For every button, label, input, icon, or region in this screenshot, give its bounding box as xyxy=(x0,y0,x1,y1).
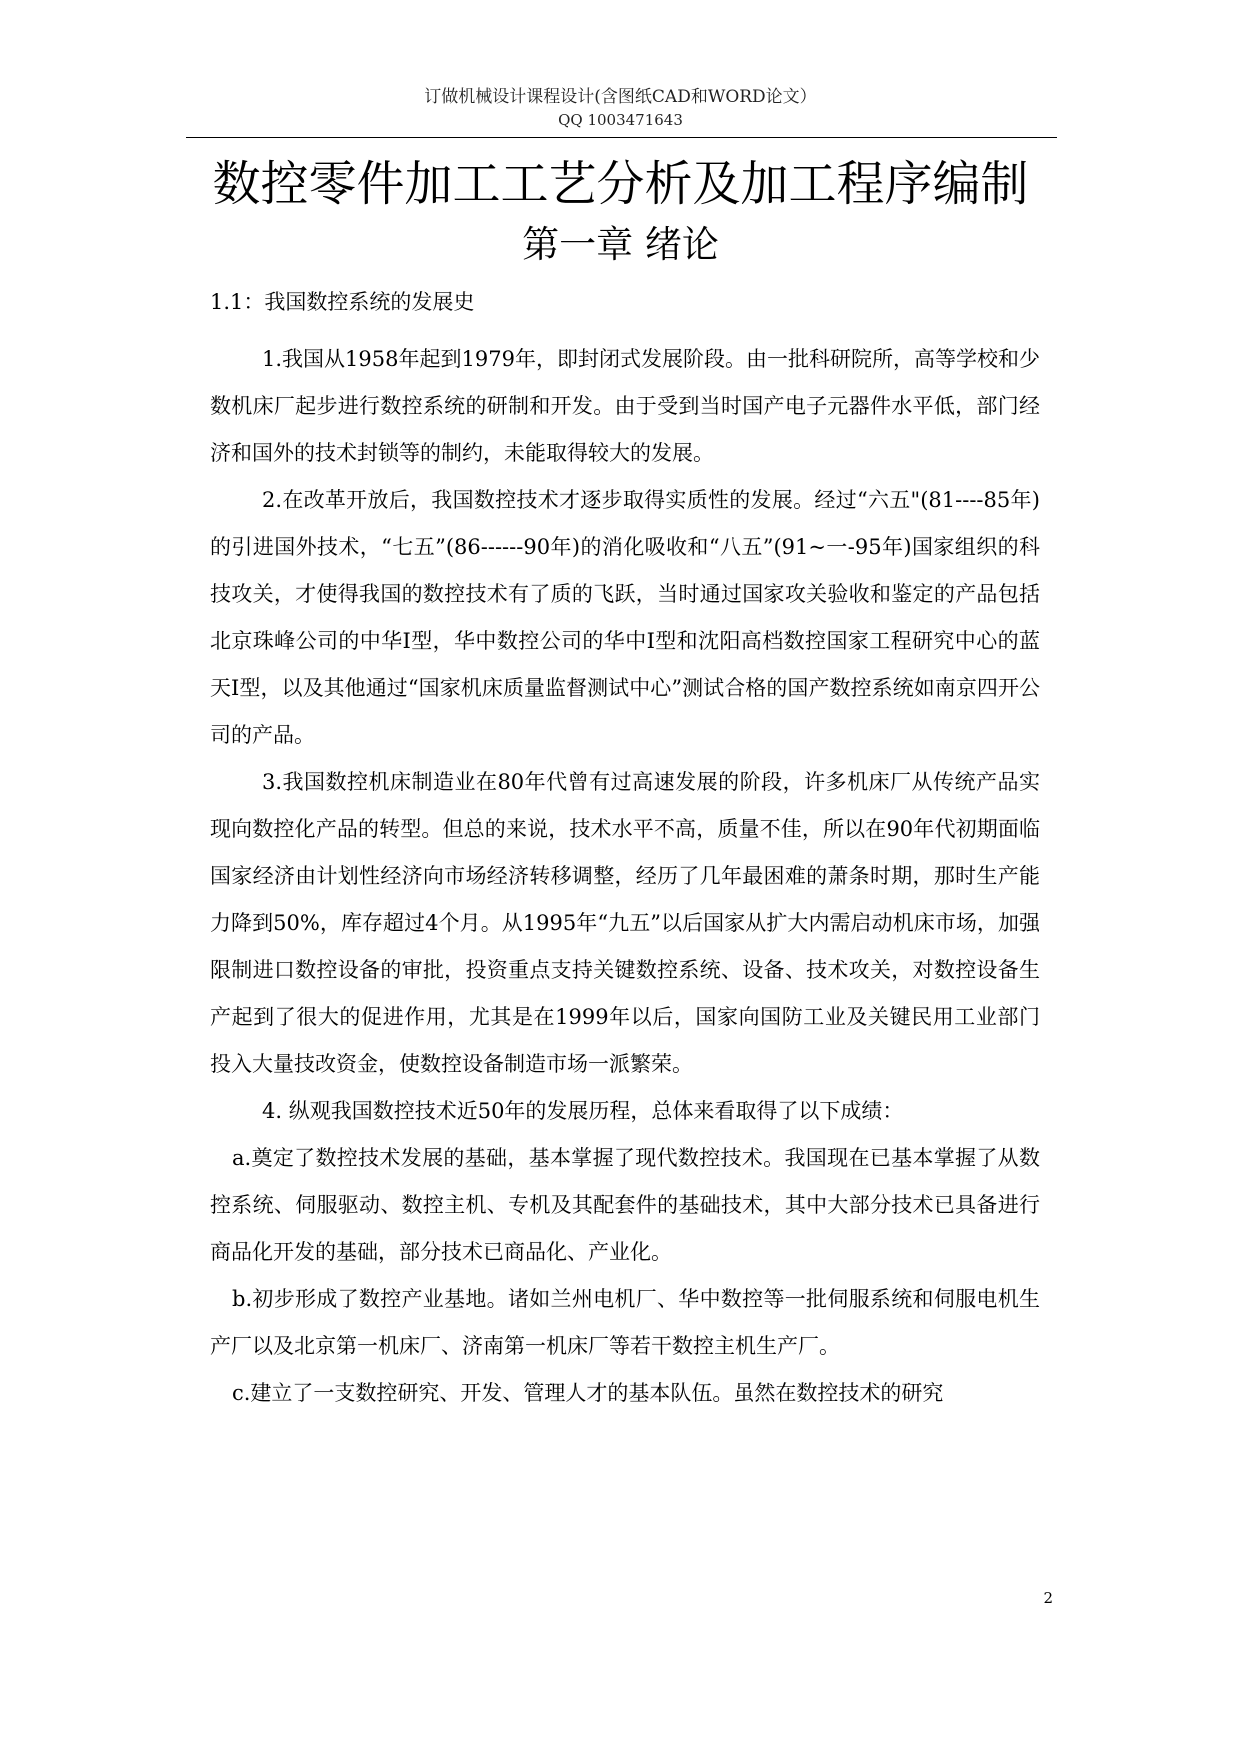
paragraph-1: 1.我国从1958年起到1979年，即封闭式发展阶段。由一批科研院所，高等学校和少数机床厂起步进行数控系统的研制和开发。由于受到当时国产电子元器件水平低，部门经济和国外的技术封锁等的制约，未能取得较大的发展。 xyxy=(210,347,1040,465)
document-title: 数控零件加工工艺分析及加工程序编制 xyxy=(212,156,1029,212)
section-heading: 1.1：我国数控系统的发展史 xyxy=(210,290,475,314)
paragraph-b: b.初步形成了数控产业基地。诸如兰州电机厂、华中数控等一批伺服系统和伺服电机生产厂以及北京第一机床厂、济南第一机床厂等若干数控主机生产厂。 xyxy=(210,1287,1040,1358)
header-line-2: QQ 1003471643 xyxy=(558,111,683,129)
paragraph-2: 2.在改革开放后，我国数控技术才逐步取得实质性的发展。经过“六五"(81----85年)的引进国外技术，“七五”(86------90年)的消化吸收和“八五”(91~一-95年)国家组织的科技攻关，才使得我国的数控技术有了质的飞跃，当时通过国家攻关验收和鉴定的产品包括北京珠峰公司的中华I型，华中数控公司的华中I型和沈阳高档数控国家工程研究中心的蓝天I型，以及其他通过“国家机床质量监督测试中心”测试合格的国产数控系统如南京四开公司的产品。 xyxy=(210,488,1040,747)
paragraph-c: c.建立了一支数控研究、开发、管理人才的基本队伍。虽然在数控技术的研究 xyxy=(232,1381,944,1405)
header-line-1: 订做机械设计课程设计(含图纸CAD和WORD论文） xyxy=(424,87,817,107)
body-text xyxy=(210,336,1040,1417)
paragraph-a: a.奠定了数控技术发展的基础，基本掌握了现代数控技术。我国现在已基本掌握了从数控系统、伺服驱动、数控主机、专机及其配套件的基础技术，其中大部分技术已具备进行商品化开发的基础，部分技术已商品化、产业化。 xyxy=(210,1146,1040,1264)
paragraph-3: 3.我国数控机床制造业在80年代曾有过高速发展的阶段，许多机床厂从传统产品实现向数控化产品的转型。但总的来说，技术水平不高，质量不佳，所以在90年代初期面临国家经济由计划性经济向市场经济转移调整，经历了几年最困难的萧条时期，那时生产能力降到50%，库存超过4个月。从1995年“九五”以后国家从扩大内需启动机床市场，加强限制进口数控设备的审批，投资重点支持关键数控系统、设备、技术攻关，对数控设备生产起到了很大的促进作用，尤其是在1999年以后，国家向国防工业及关键民用工业部门投入大量技改资金，使数控设备制造市场一派繁荣。 xyxy=(210,770,1040,1076)
chapter-title: 第一章 绪论 xyxy=(522,223,719,266)
page-number: 2 xyxy=(1043,1589,1053,1607)
paragraph-4: 4. 纵观我国数控技术近50年的发展历程，总体来看取得了以下成绩： xyxy=(262,1099,904,1123)
header-divider xyxy=(186,137,1057,138)
